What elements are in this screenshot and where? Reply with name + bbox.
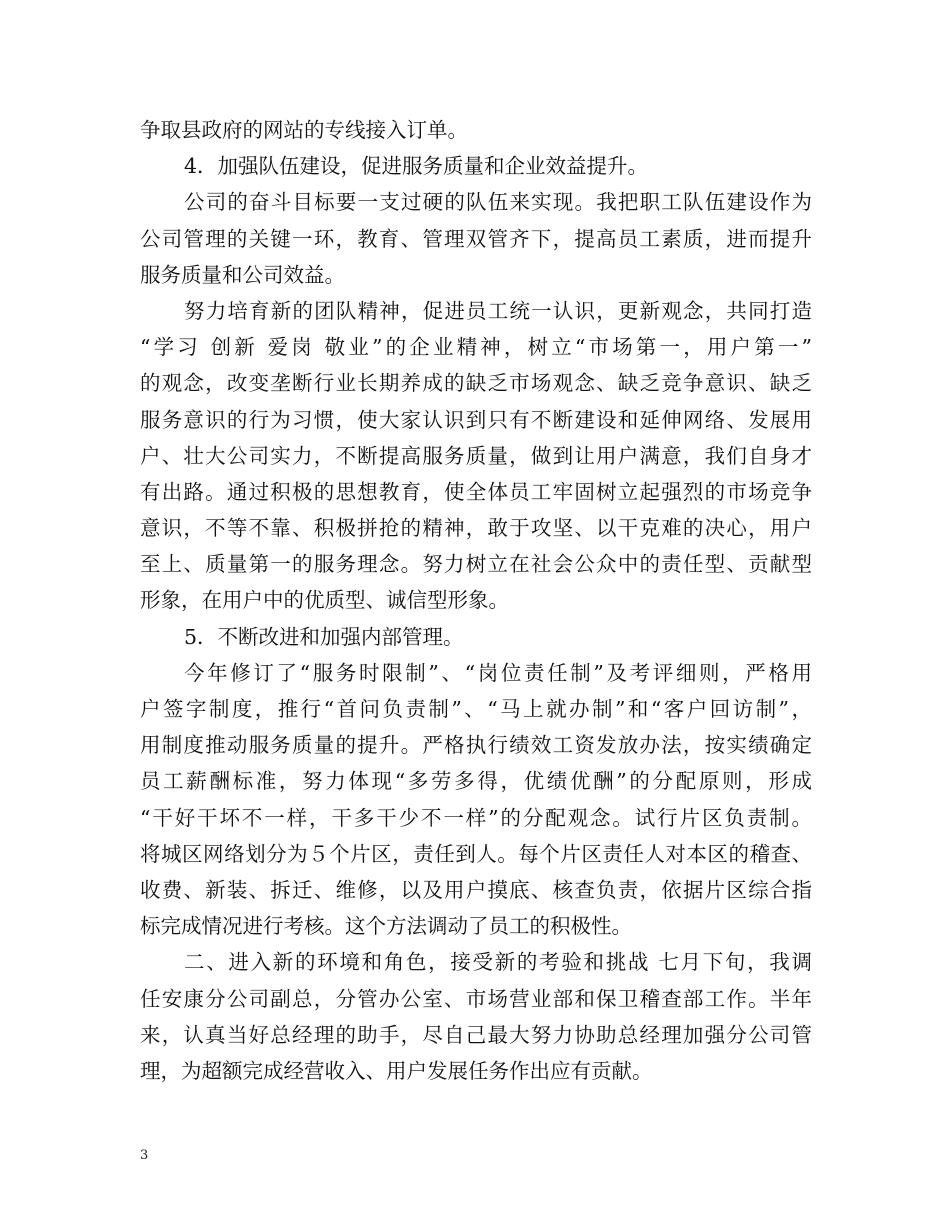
text-line: 二、进入新的环境和角色，接受新的考验和挑战 七月下旬，我调	[184, 950, 812, 975]
text-line: 将城区网络划分为５个片区，责任到人。每个片区责任人对本区的稽查、	[140, 841, 812, 866]
text-line: 形象，在用户中的优质型、诚信型形象。	[140, 588, 509, 613]
text-line: 公司的奋斗目标要一支过硬的队伍来实现。我把职工队伍建设作为	[184, 190, 812, 215]
text-line: 努力培育新的团队精神，促进员工统一认识，更新观念，共同打造	[184, 298, 812, 323]
text-line: 员工薪酬标准，努力体现“多劳多得，优绩优酬”的分配原则，形成	[140, 769, 812, 794]
text-line: 服务意识的行为习惯，使大家认识到只有不断建设和延伸网络、发展用	[140, 407, 812, 432]
text-line: 任安康分公司副总，分管办公室、市场营业部和保卫稽查部工作。半年	[140, 986, 812, 1011]
text-line: “学习 创新 爱岗 敬业”的企业精神，树立“市场第一，用户第一”	[140, 335, 812, 360]
document-body	[140, 112, 812, 1089]
text-line: “干好干坏不一样，干多干少不一样”的分配观念。试行片区负责制。	[140, 805, 812, 830]
text-line: 标完成情况进行考核。这个方法调动了员工的积极性。	[140, 914, 632, 939]
text-line: 理，为超额完成经营收入、用户发展任务作出应有贡献。	[140, 1058, 653, 1083]
text-line: 户签字制度，推行“首问负责制”、“马上就办制”和“客户回访制”，	[140, 697, 812, 721]
text-line: 争取县政府的网站的专线接入订单。	[140, 118, 468, 142]
text-line: 4．加强队伍建设，促进服务质量和企业效益提升。	[184, 154, 649, 179]
text-line: 公司管理的关键一环，教育、管理双管齐下，提高员工素质，进而提升	[140, 226, 812, 251]
text-line: 用制度推动服务质量的提升。严格执行绩效工资发放办法，按实绩确定	[140, 733, 812, 758]
text-line: 收费、新装、拆迁、维修，以及用户摸底、核查负责，依据片区综合指	[140, 877, 812, 902]
text-line: 来，认真当好总经理的助手，尽自己最大努力协助总经理加强分公司管	[140, 1022, 812, 1047]
text-line: 至上、质量第一的服务理念。努力树立在社会公众中的责任型、贡献型	[140, 552, 812, 577]
page-number: 3	[140, 1148, 149, 1163]
text-line: 有出路。通过积极的思想教育，使全体员工牢固树立起强烈的市场竞争	[140, 479, 812, 504]
text-line: 今年修订了“服务时限制”、“岗位责任制”及考评细则，严格用	[184, 660, 812, 685]
text-line: 意识，不等不靠、积极拼抢的精神，敢于攻坚、以干克难的决心，用户	[140, 516, 812, 541]
text-line: 服务质量和公司效益。	[140, 262, 345, 287]
text-line: 的观念，改变垄断行业长期养成的缺乏市场观念、缺乏竞争意识、缺乏	[140, 371, 812, 396]
text-line: 户、壮大公司实力，不断提高服务质量，做到让用户满意，我们自身才	[140, 443, 812, 468]
text-line: 5．不断改进和加强内部管理。	[184, 624, 464, 649]
